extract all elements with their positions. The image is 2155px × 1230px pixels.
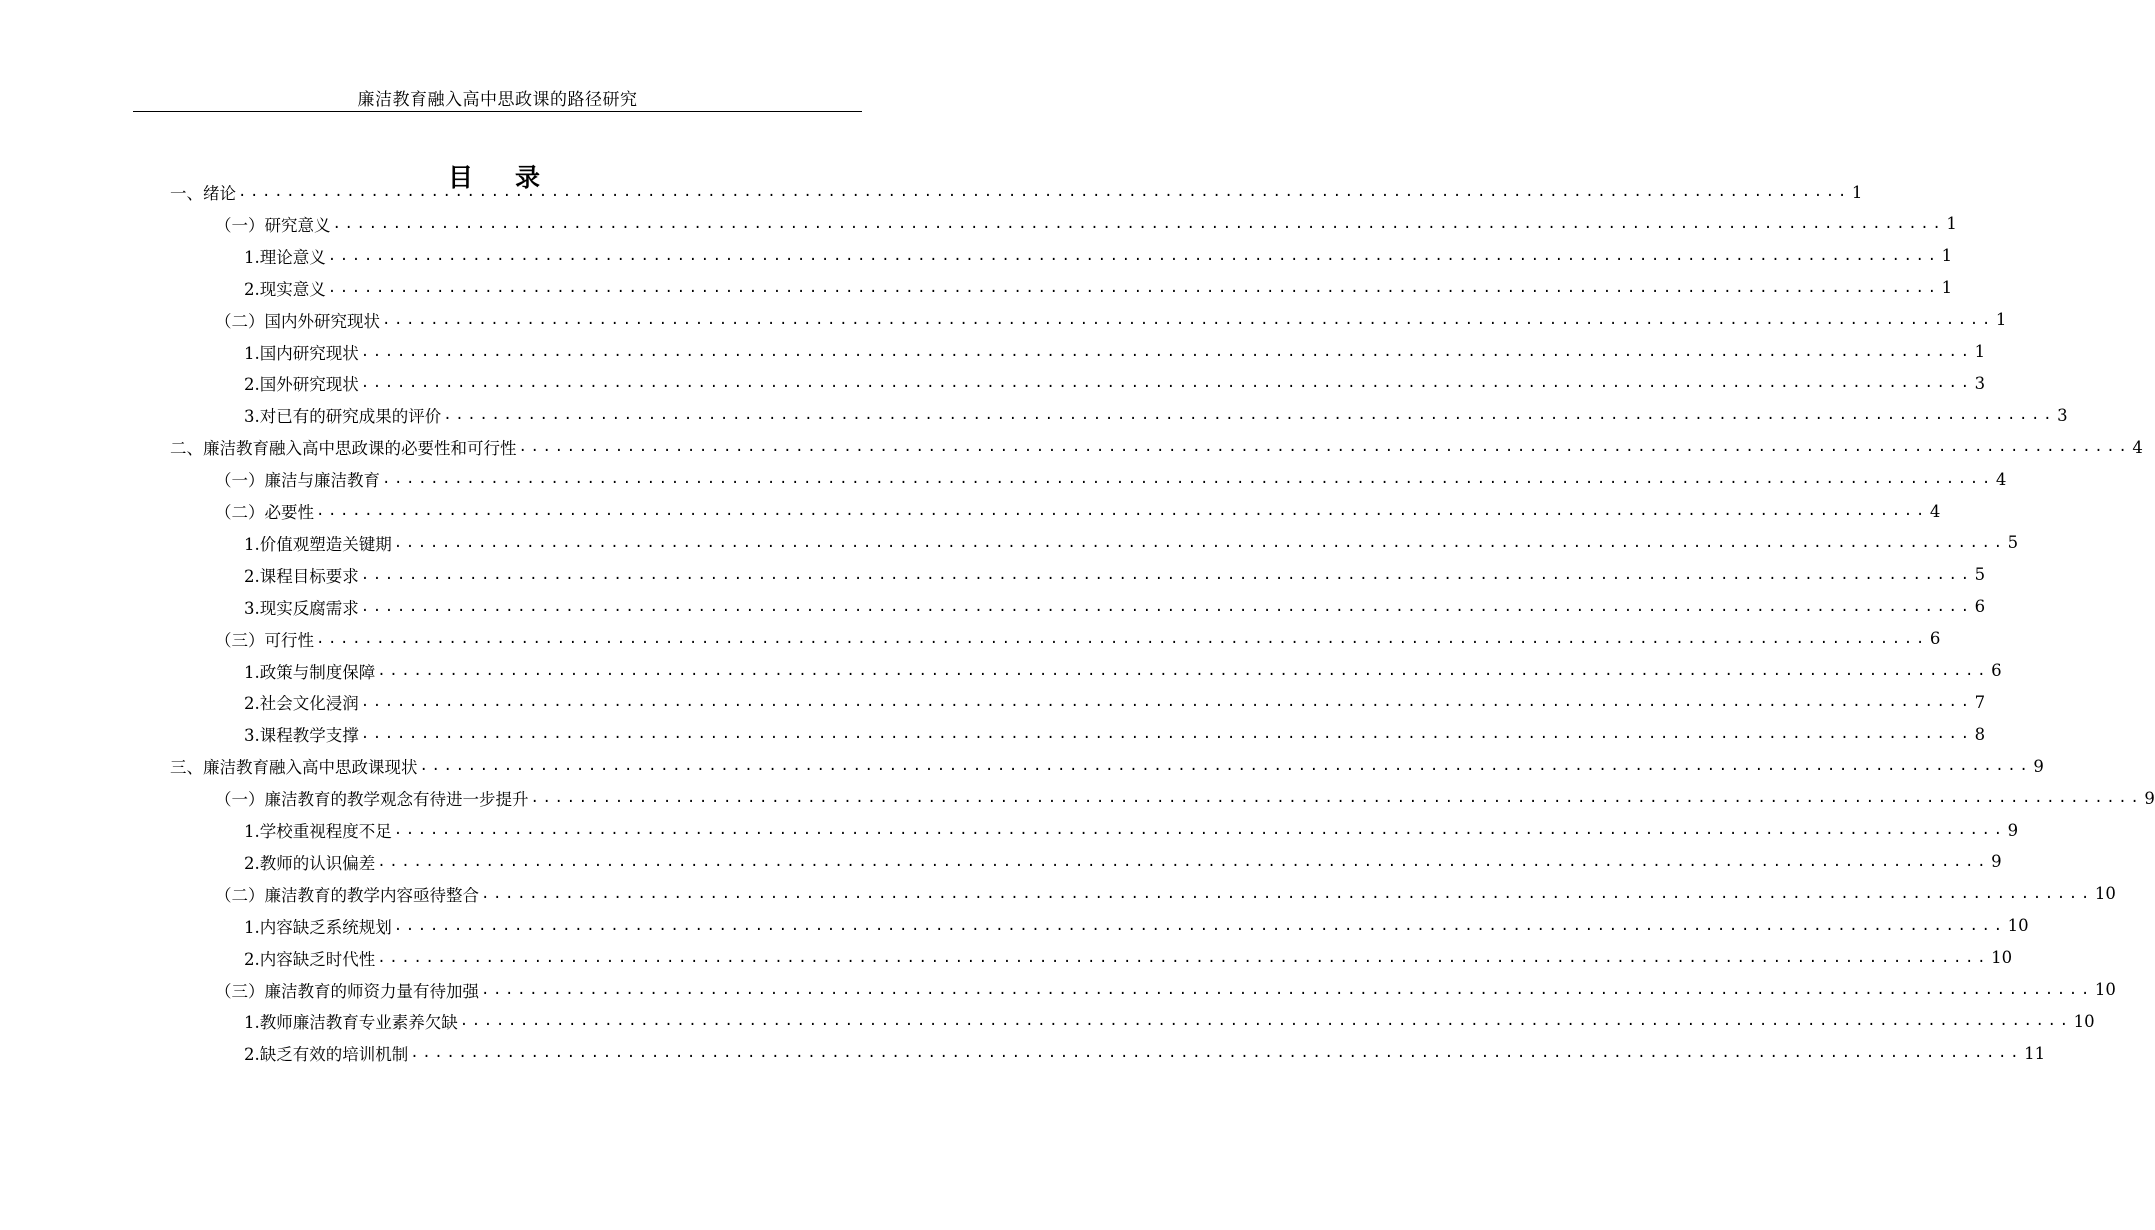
- toc-entry[interactable]: [215, 208, 1957, 240]
- toc-dot-leader: ......................................................................................................................................: [360, 343, 1973, 360]
- toc-entry-text: 1.教师廉洁教育专业素养欠缺: [244, 1013, 458, 1033]
- toc-entry-text: （二）廉洁教育的教学内容亟待整合: [215, 885, 479, 905]
- toc-entry[interactable]: [215, 974, 2116, 1006]
- toc-dot-leader: ......................................................................................................................................: [393, 917, 2006, 934]
- toc-page-number: 1: [1995, 310, 2007, 330]
- toc-dot-leader: ......................................................................................................................................: [360, 694, 1973, 711]
- toc-entry[interactable]: [244, 336, 1986, 368]
- toc-page-number: 8: [1974, 724, 1986, 744]
- toc-page-number: 10: [2007, 916, 2029, 936]
- toc-entry[interactable]: [170, 750, 2044, 782]
- toc-page-number: 10: [2094, 980, 2116, 999]
- toc-entry-text: 一、绪论: [170, 184, 236, 203]
- toc-dot-leader: ......................................................................................................................................: [481, 981, 2093, 998]
- toc-entry-text: 2.教师的认识偏差: [244, 853, 376, 873]
- toc-entry[interactable]: [215, 623, 1941, 655]
- toc-entry[interactable]: [170, 176, 1863, 208]
- toc-page-number: 6: [1929, 629, 1941, 649]
- toc-page-number: 9: [2144, 788, 2155, 808]
- toc-entry-text: （二）国内外研究现状: [215, 311, 380, 331]
- toc-entry[interactable]: [244, 814, 2019, 846]
- toc-dot-leader: ......................................................................................................................................: [382, 311, 1994, 328]
- toc-entry-text: 1.国内研究现状: [244, 343, 359, 363]
- toc-entry[interactable]: [244, 591, 1986, 623]
- toc-entry-text: （三）可行性: [215, 630, 314, 650]
- toc-dot-leader: ......................................................................................................................................: [459, 1013, 2072, 1030]
- toc-entry-text: （一）研究意义: [215, 215, 331, 235]
- toc-page-number: 10: [1991, 948, 2013, 968]
- toc-page-number: 9: [2033, 756, 2044, 776]
- toc-dot-leader: ......................................................................................................................................: [377, 949, 1990, 966]
- toc-page-number: 4: [2132, 437, 2143, 457]
- toc-entry[interactable]: [215, 495, 1941, 527]
- toc-title: 目录: [447, 163, 582, 192]
- toc-entry[interactable]: [244, 910, 2029, 942]
- toc-page-number: 9: [2007, 820, 2019, 840]
- toc-entry-text: 1.学校重视程度不足: [244, 822, 392, 841]
- toc-entry[interactable]: [170, 431, 2143, 463]
- toc-dot-leader: ......................................................................................................................................: [360, 375, 1973, 392]
- toc-entry-text: 3.课程教学支撑: [244, 726, 359, 746]
- toc-entry[interactable]: [244, 240, 1953, 272]
- toc-dot-leader: ......................................................................................................................................: [377, 853, 1990, 870]
- toc-entry[interactable]: [215, 304, 2007, 336]
- toc-page-number: 5: [2007, 533, 2019, 553]
- toc-dot-leader: ......................................................................................................................................: [393, 534, 2006, 551]
- toc-entry-text: （三）廉洁教育的师资力量有待加强: [215, 981, 479, 1001]
- toc-entry[interactable]: [244, 367, 1986, 399]
- toc-page-number: 1: [1941, 278, 1953, 298]
- toc-dot-leader: ......................................................................................................................................: [377, 662, 1990, 679]
- toc-page-number: 4: [1929, 501, 1941, 521]
- toc-entry-text: （一）廉洁教育的教学观念有待进一步提升: [215, 790, 529, 810]
- toc-entry-text: 1.内容缺乏系统规划: [244, 917, 392, 937]
- toc-page-number: 9: [1991, 852, 2002, 872]
- toc-page-number: 1: [1851, 182, 1863, 202]
- toc-entry[interactable]: [244, 527, 2019, 559]
- toc-dot-leader: ......................................................................................................................................: [238, 184, 1850, 200]
- toc-entry-text: 1.理论意义: [244, 247, 326, 267]
- toc-entry-text: 1.价值观塑造关键期: [244, 534, 392, 554]
- toc-dot-leader: ......................................................................................................................................: [410, 1045, 2023, 1062]
- toc-entry-text: 2.社会文化浸润: [244, 694, 359, 714]
- toc-entry[interactable]: [215, 463, 2007, 495]
- toc-entry[interactable]: [244, 942, 2013, 974]
- toc-dot-leader: ......................................................................................................................................: [382, 471, 1994, 488]
- toc-entry-text: 2.缺乏有效的培训机制: [244, 1045, 409, 1065]
- toc-page-number: 5: [1974, 565, 1986, 585]
- toc-dot-leader: ......................................................................................................................................: [360, 566, 1973, 583]
- toc-page-number: 7: [1974, 692, 1986, 712]
- toc-entry-text: （二）必要性: [215, 503, 314, 522]
- toc-entry[interactable]: [244, 655, 2002, 687]
- toc-dot-leader: ......................................................................................................................................: [393, 822, 2006, 838]
- toc-page-number: 11: [2024, 1043, 2046, 1063]
- toc-entry[interactable]: [244, 1037, 2046, 1069]
- toc-page-number: 1: [1946, 214, 1957, 234]
- toc-entry-text: 2.国外研究现状: [244, 375, 359, 395]
- header-rule: [133, 111, 862, 112]
- toc-entry-text: 2.内容缺乏时代性: [244, 949, 376, 969]
- toc-entry[interactable]: [244, 686, 1986, 718]
- toc-entry[interactable]: [244, 846, 2002, 878]
- toc-page-number: 3: [2057, 405, 2068, 425]
- toc-entry[interactable]: [244, 272, 1953, 304]
- toc-page-number: 4: [1995, 469, 2007, 489]
- toc-entry[interactable]: [215, 878, 2116, 910]
- toc-page-number: 6: [1991, 661, 2002, 680]
- toc-entry-text: （一）廉洁与廉洁教育: [215, 471, 380, 491]
- toc-dot-leader: ......................................................................................................................................: [518, 439, 2131, 456]
- toc-dot-leader: ......................................................................................................................................: [327, 279, 1940, 296]
- toc-page-number: 1: [1974, 342, 1986, 361]
- toc-dot-leader: ......................................................................................................................................: [419, 758, 2032, 775]
- toc-entry-text: 2.现实意义: [244, 279, 326, 299]
- running-header: 廉洁教育融入高中思政课的路径研究: [357, 90, 638, 110]
- toc-page-number: 10: [2094, 884, 2116, 904]
- toc-dot-leader: ......................................................................................................................................: [530, 790, 2143, 807]
- toc-page-number: 6: [1974, 597, 1986, 617]
- toc-page-number: 10: [2073, 1011, 2095, 1031]
- toc-dot-leader: ......................................................................................................................................: [360, 726, 1973, 743]
- toc-page-number: 1: [1941, 246, 1953, 266]
- toc-entry-text: 1.政策与制度保障: [244, 662, 376, 682]
- toc-dot-leader: ......................................................................................................................................: [316, 630, 1928, 647]
- toc-page-number: 3: [1974, 373, 1986, 393]
- toc-dot-leader: ......................................................................................................................................: [481, 885, 2093, 902]
- toc-entry[interactable]: [244, 559, 1986, 591]
- toc-dot-leader: ......................................................................................................................................: [360, 598, 1973, 615]
- toc-entry[interactable]: [215, 782, 2155, 814]
- toc-entry[interactable]: [244, 718, 1986, 750]
- toc-entry-text: 3.对已有的研究成果的评价: [244, 407, 442, 427]
- toc-entry[interactable]: [244, 1005, 2095, 1037]
- toc-entry-text: 3.现实反腐需求: [244, 598, 359, 618]
- toc-dot-leader: ......................................................................................................................................: [332, 215, 1945, 232]
- toc-dot-leader: ......................................................................................................................................: [316, 503, 1928, 519]
- toc-entry-text: 2.课程目标要求: [244, 566, 359, 586]
- toc-entry-text: 二、廉洁教育融入高中思政课的必要性和可行性: [170, 439, 517, 459]
- toc-entry-text: 三、廉洁教育融入高中思政课现状: [170, 758, 418, 778]
- toc-entry[interactable]: [244, 399, 2068, 431]
- toc-dot-leader: ......................................................................................................................................: [327, 247, 1940, 264]
- toc-dot-leader: ......................................................................................................................................: [443, 407, 2056, 424]
